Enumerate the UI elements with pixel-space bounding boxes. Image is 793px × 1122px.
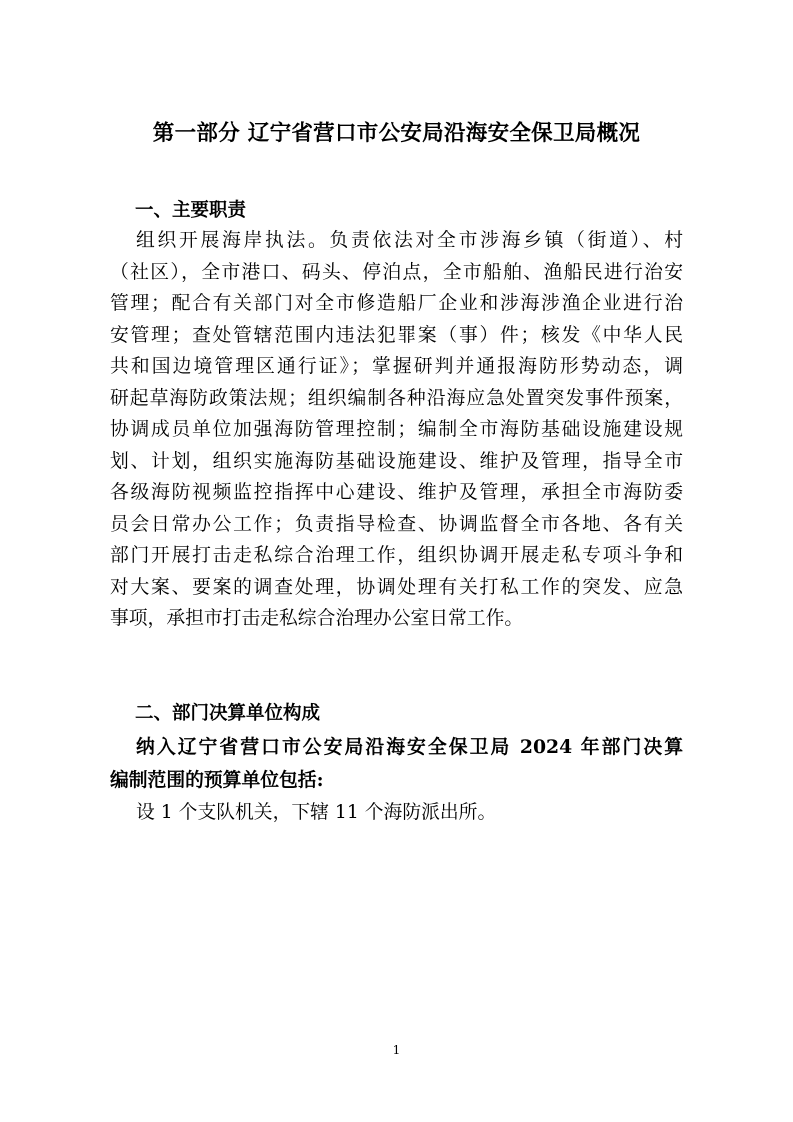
section-heading-unit-composition: 二、部门决算单位构成: [135, 703, 321, 724]
paragraph-line: 划、计划，组织实施海防基础设施建设、维护及管理，指导全市: [110, 451, 683, 472]
paragraph-line: 对大案、要案的调查处理，协调处理有关打私工作的突发、应急: [110, 577, 683, 598]
paragraph-line: 管理；配合有关部门对全市修造船厂企业和涉海涉渔企业进行治: [110, 293, 683, 314]
unit-detail-line: 设 1 个支队机关，下辖 11 个海防派出所。: [136, 802, 497, 823]
paragraph-line: 共和国边境管理区通行证》；掌握研判并通报海防形势动态，调: [110, 356, 683, 377]
bold-paragraph-line: 编制范围的预算单位包括:: [110, 769, 324, 791]
bold-paragraph-line: 纳入辽宁省营口市公安局沿海安全保卫局 2024 年部门决算: [136, 736, 683, 758]
paragraph-line: 组织开展海岸执法。负责依法对全市涉海乡镇（街道）、村: [136, 230, 683, 251]
page-number: 1: [392, 1043, 401, 1057]
paragraph-line: （社区），全市港口、码头、停泊点，全市船舶、渔船民进行治安: [110, 262, 683, 283]
paragraph-line: 员会日常办公工作；负责指导检查、协调监督全市各地、各有关: [110, 514, 683, 535]
paragraph-line: 研起草海防政策法规；组织编制各种沿海应急处置突发事件预案，: [110, 388, 683, 409]
paragraph-line: 各级海防视频监控指挥中心建设、维护及管理，承担全市海防委: [110, 482, 683, 503]
paragraph-line: 事项，承担市打击走私综合治理办公室日常工作。: [110, 608, 524, 629]
paragraph-line: 部门开展打击走私综合治理工作，组织协调开展走私专项斗争和: [110, 545, 683, 566]
section-heading-main-duties: 一、主要职责: [135, 200, 247, 221]
paragraph-line: 安管理；查处管辖范围内违法犯罪案（事）件；核发《中华人民: [110, 325, 683, 346]
page-title: 第一部分 辽宁省营口市公安局沿海安全保卫局概况: [152, 121, 641, 146]
paragraph-line: 协调成员单位加强海防管理控制；编制全市海防基础设施建设规: [110, 419, 683, 440]
